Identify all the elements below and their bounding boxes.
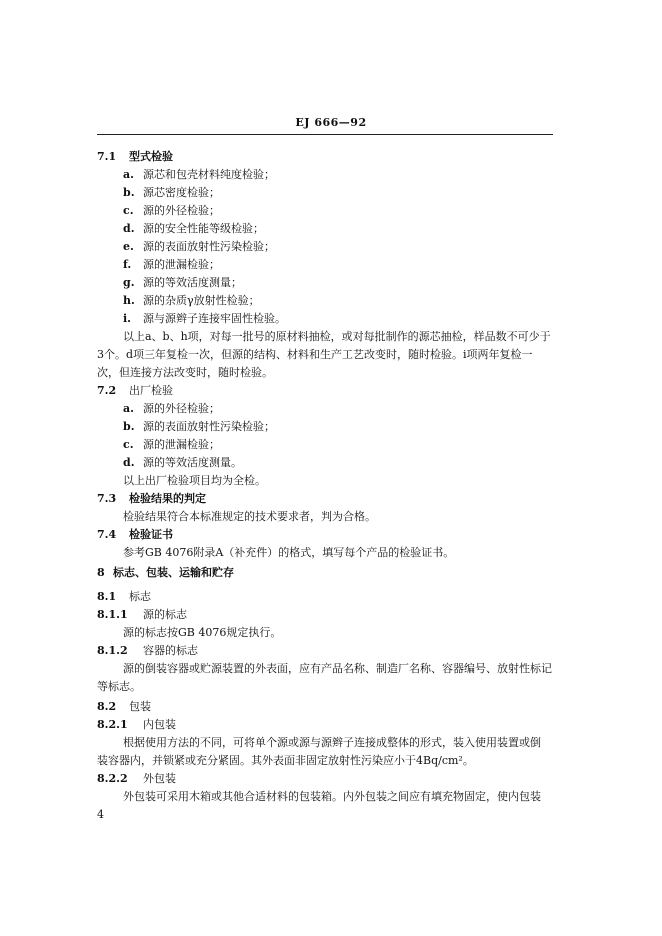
list-item: f. 源的泄漏检验； bbox=[123, 258, 220, 271]
section-heading-8-2 bbox=[97, 700, 151, 714]
list-item: e. 源的表面放射性污染检验； bbox=[123, 240, 275, 253]
paragraph-line: 检验结果符合本标准规定的技术要求者，判为合格。 bbox=[123, 510, 376, 523]
section-title: 容器的标志 bbox=[143, 644, 198, 657]
list-item: g. 源的等效活度测量； bbox=[123, 276, 242, 289]
section-heading-7-1 bbox=[97, 150, 173, 164]
paragraph-line: 装容器内，并锁紧或充分紧固。其外表面非固定放射性污染应小于4Bq/cm²。 bbox=[97, 754, 474, 767]
list-item: b. 源的表面放射性污染检验； bbox=[123, 420, 275, 433]
section-number: 7.4 bbox=[97, 528, 117, 541]
paragraph-line: 外包装可采用木箱或其他合适材料的包装箱。内外包装之间应有填充物固定，使内包装 bbox=[123, 790, 541, 803]
paragraph-line: 以上a、b、h项，对每一批号的原材料抽检，或对每批制作的源芯抽检，样品数不可少于 bbox=[123, 330, 551, 343]
paragraph-line: 源的标志按GB 4076规定执行。 bbox=[123, 626, 282, 639]
list-item: a. 源芯和包壳材料纯度检验； bbox=[123, 168, 275, 181]
list-item: a. 源的外径检验； bbox=[123, 402, 220, 415]
section-number: 8.2.1 bbox=[97, 718, 128, 731]
section-number: 8.1.2 bbox=[97, 644, 128, 657]
section-heading-8-2-2 bbox=[97, 772, 176, 786]
list-item: c. 源的外径检验； bbox=[123, 204, 220, 217]
paragraph-line: 以上出厂检验项目均为全检。 bbox=[123, 474, 266, 487]
section-number: 8.2 bbox=[97, 700, 117, 713]
section-title: 检验结果的判定 bbox=[129, 492, 206, 505]
section-heading-8-1-2 bbox=[97, 644, 198, 658]
section-heading-8-2-1 bbox=[97, 718, 176, 732]
section-title: 检验证书 bbox=[129, 528, 173, 541]
standard-code: EJ 666—92 bbox=[295, 116, 367, 129]
list-item: i. 源与源辫子连接牢固性检验。 bbox=[123, 312, 286, 325]
paragraph-line: 次，但连接方法改变时，随时检验。 bbox=[97, 366, 273, 379]
section-title: 外包装 bbox=[143, 772, 176, 785]
section-title: 包装 bbox=[129, 700, 151, 713]
section-number: 7.3 bbox=[97, 492, 117, 505]
section-title: 出厂检验 bbox=[129, 384, 173, 397]
section-number: 7.2 bbox=[97, 384, 117, 397]
chapter-number: 8 bbox=[97, 566, 105, 579]
section-number: 8.1.1 bbox=[97, 608, 128, 621]
section-title: 标志 bbox=[129, 590, 151, 603]
paragraph-line: 等标志。 bbox=[97, 680, 141, 693]
section-number: 7.1 bbox=[97, 150, 117, 163]
section-title: 源的标志 bbox=[143, 608, 187, 621]
list-item: c. 源的泄漏检验； bbox=[123, 438, 220, 451]
list-item: d. 源的安全性能等级检验； bbox=[123, 222, 264, 235]
section-heading-8-1 bbox=[97, 590, 151, 604]
paragraph-line: 根据使用方法的不同，可将单个源或源与源辫子连接成整体的形式，装入使用装置或倒 bbox=[123, 736, 541, 749]
list-item: b. 源芯密度检验； bbox=[123, 186, 220, 199]
section-heading-7-4 bbox=[97, 528, 173, 542]
section-heading-7-2 bbox=[97, 384, 173, 398]
page-number: 4 bbox=[97, 808, 104, 821]
section-heading-7-3 bbox=[97, 492, 206, 506]
section-number: 8.1 bbox=[97, 590, 117, 603]
paragraph-line: 3个。d项三年复检一次，但源的结构、材料和生产工艺改变时，随时检验。i项两年复检一 bbox=[97, 348, 533, 361]
section-title: 内包装 bbox=[143, 718, 176, 731]
section-number: 8.2.2 bbox=[97, 772, 128, 785]
section-heading-8-1-1 bbox=[97, 608, 187, 622]
paragraph-line: 源的倒装容器或贮源装置的外表面，应有产品名称、制造厂名称、容器编号、放射性标记 bbox=[123, 662, 552, 675]
list-item: h. 源的杂质γ放射性检验； bbox=[123, 294, 260, 307]
header-rule bbox=[97, 134, 553, 135]
chapter-heading-8 bbox=[97, 566, 234, 580]
section-title: 型式检验 bbox=[129, 150, 173, 163]
list-item: d. 源的等效活度测量。 bbox=[123, 456, 242, 469]
chapter-title: 标志、包装、运输和贮存 bbox=[113, 566, 234, 579]
paragraph-line: 参考GB 4076附录A（补充件）的格式，填写每个产品的检验证书。 bbox=[123, 546, 455, 559]
